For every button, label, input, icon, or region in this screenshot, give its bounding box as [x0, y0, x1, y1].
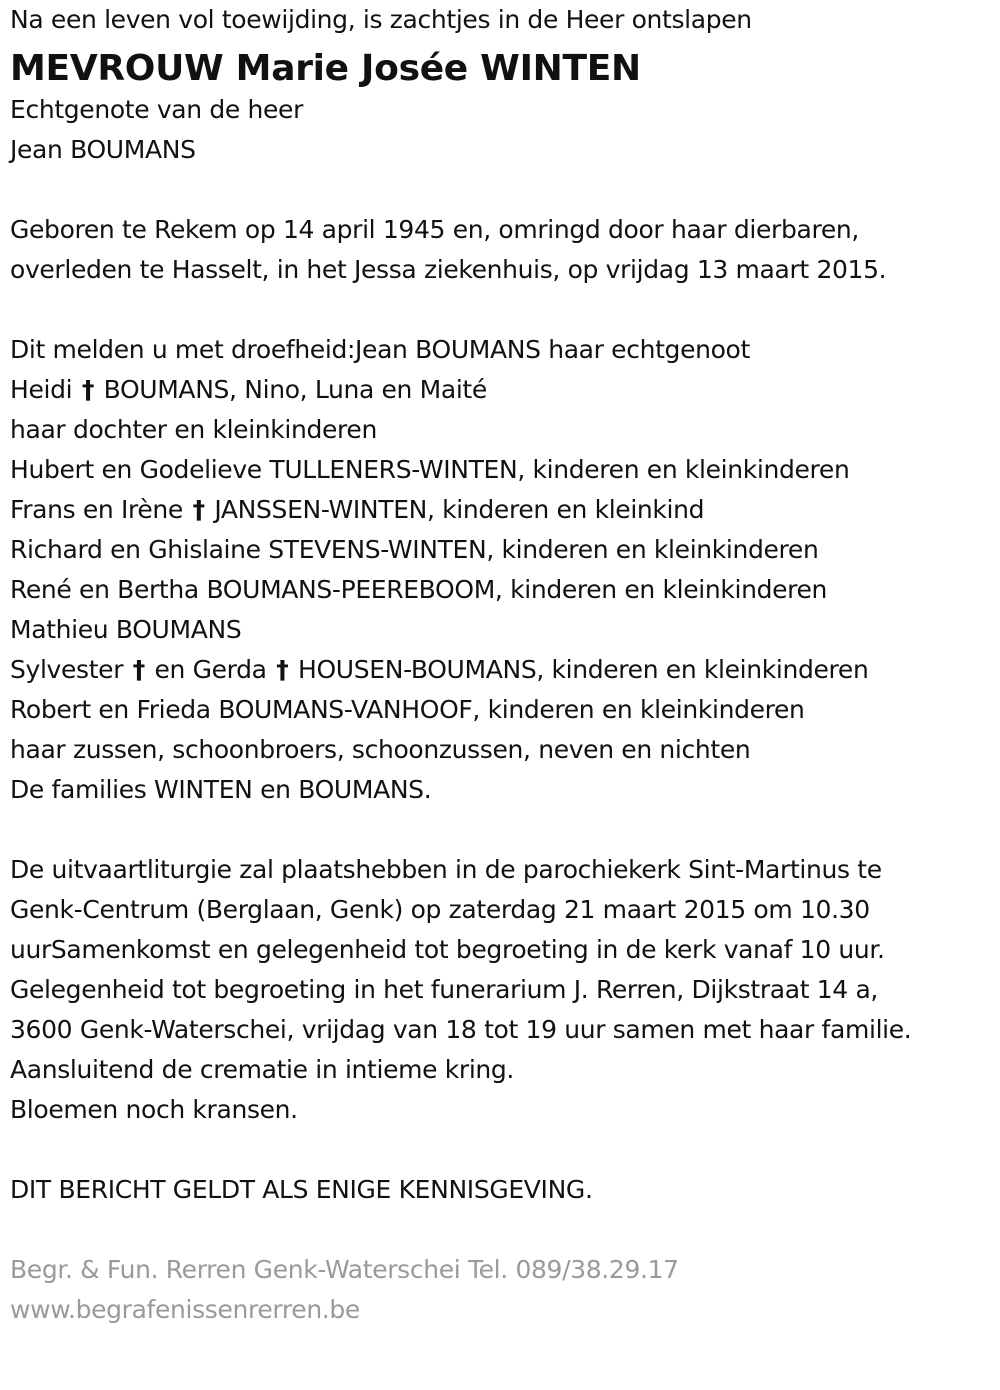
- spacer: [10, 810, 995, 850]
- family-text: HOUSEN-BOUMANS, kinderen en kleinkinderen: [298, 655, 869, 684]
- family-line-2: [10, 370, 995, 410]
- family-line-3: haar dochter en kleinkinderen: [10, 415, 377, 444]
- spacer: [10, 170, 995, 210]
- cross-icon: †: [276, 655, 289, 684]
- spacer: [10, 290, 995, 330]
- family-text: Sylvester: [10, 655, 124, 684]
- footer-line-1: Begr. & Fun. Rerren Genk-Waterschei Tel. 089/38.29.17: [10, 1255, 679, 1284]
- funeral-line-6: Aansluitend de crematie in intieme kring.: [10, 1055, 515, 1084]
- funeral-line-1: De uitvaartliturgie zal plaatshebben in de parochiekerk Sint-Martinus te: [10, 855, 882, 884]
- funeral-line-4: Gelegenheid tot begroeting in het funerarium J. Rerren, Dijkstraat 14 a,: [10, 975, 879, 1004]
- family-line-5: [10, 490, 995, 530]
- family-line-12: De families WINTEN en BOUMANS.: [10, 775, 432, 804]
- family-line-11: haar zussen, schoonbroers, schoonzussen, neven en nichten: [10, 735, 751, 764]
- family-text: BOUMANS, Nino, Luna en Maité: [103, 375, 487, 404]
- family-line-4: Hubert en Godelieve TULLENERS-WINTEN, kinderen en kleinkinderen: [10, 455, 850, 484]
- family-text: Heidi: [10, 375, 73, 404]
- family-line-6: Richard en Ghislaine STEVENS-WINTEN, kinderen en kleinkinderen: [10, 535, 819, 564]
- spacer: [10, 1130, 995, 1170]
- notice-text: DIT BERICHT GELDT ALS ENIGE KENNISGEVING.: [10, 1175, 593, 1204]
- family-text: JANSSEN-WINTEN, kinderen en kleinkind: [214, 495, 705, 524]
- intro-text: Na een leven vol toewijding, is zachtjes in de Heer ontslapen: [10, 5, 752, 34]
- cross-icon: †: [132, 655, 145, 684]
- birth-death-line-2: overleden te Hasselt, in het Jessa ziekenhuis, op vrijdag 13 maart 2015.: [10, 255, 887, 284]
- funeral-line-3: uurSamenkomst en gelegenheid tot begroeting in de kerk vanaf 10 uur.: [10, 935, 885, 964]
- funeral-line-7: Bloemen noch kransen.: [10, 1095, 298, 1124]
- footer-website: www.begrafenissenrerren.be: [10, 1295, 360, 1324]
- family-line-7: René en Bertha BOUMANS-PEEREBOOM, kinderen en kleinkinderen: [10, 575, 828, 604]
- family-line-10: Robert en Frieda BOUMANS-VANHOOF, kinderen en kleinkinderen: [10, 695, 805, 724]
- family-text: Frans en Irène: [10, 495, 183, 524]
- spouse-line-2: Jean BOUMANS: [10, 135, 196, 164]
- funeral-line-5: 3600 Genk-Waterschei, vrijdag van 18 tot 19 uur samen met haar familie.: [10, 1015, 912, 1044]
- cross-icon: †: [81, 375, 94, 404]
- spouse-line-1: Echtgenote van de heer: [10, 95, 303, 124]
- family-line-8: Mathieu BOUMANS: [10, 615, 242, 644]
- family-line-9: [10, 650, 995, 690]
- family-text: en Gerda: [154, 655, 267, 684]
- deceased-name: MEVROUW Marie Josée WINTEN: [10, 48, 641, 89]
- family-line-1: Dit melden u met droefheid:Jean BOUMANS haar echtgenoot: [10, 335, 750, 364]
- cross-icon: †: [192, 495, 205, 524]
- birth-death-line-1: Geboren te Rekem op 14 april 1945 en, omringd door haar dierbaren,: [10, 215, 859, 244]
- funeral-line-2: Genk-Centrum (Berglaan, Genk) op zaterdag 21 maart 2015 om 10.30: [10, 895, 870, 924]
- death-notice: [10, 0, 995, 1330]
- spacer: [10, 1210, 995, 1250]
